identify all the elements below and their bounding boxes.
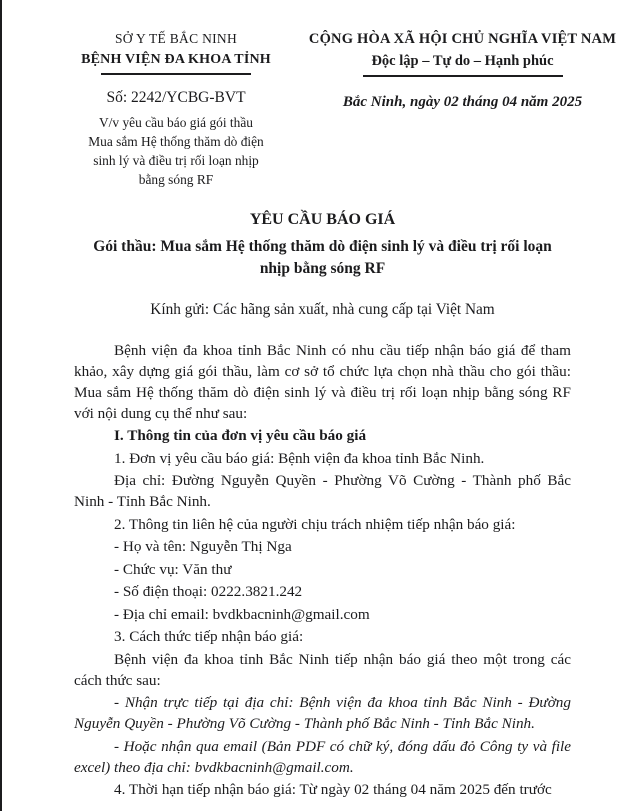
document-header [2, 0, 635, 189]
subject-line: bằng sóng RF [138, 171, 214, 187]
parent-department: SỞ Y TẾ BẮC NINH [114, 31, 238, 46]
package-name-line: Gói thầu: Mua sắm Hệ thống thăm dò điện sinh lý và điều trị rối loạn [93, 237, 552, 255]
intro-paragraph: Bệnh viện đa khoa tỉnh Bắc Ninh có nhu cầu tiếp nhận báo giá để tham khảo, xây dựng giá gói thầu, làm cơ sở tổ chức lựa chọn nhà thầu cho gói thầu: Mua sắm Hệ thống thăm dò điện sinh lý và điều trị rối loạn nhịp bằng sóng RF với nội dung cụ thể như sau: [74, 341, 571, 422]
salutation-line: Kính gửi: Các hãng sản xuất, nhà cung cấp tại Việt Nam [150, 300, 495, 318]
deadline-line: 4. Thời hạn tiếp nhận báo giá: Từ ngày 02 tháng 04 năm 2025 đến trước [114, 781, 552, 799]
contact-name-line: - Họ và tên: Nguyễn Thị Nga [114, 538, 292, 556]
contact-position-line: - Chức vụ: Văn thư [114, 560, 232, 578]
receiving-method-heading: 3. Cách thức tiếp nhận báo giá: [114, 628, 304, 646]
national-title: CỘNG HÒA XÃ HỘI CHỦ NGHĨA VIỆT NAM [308, 31, 617, 47]
receive-by-email-line: - Hoặc nhận qua email (Bản PDF có chữ ký, đóng dấu đỏ Công ty và file excel) theo địa chỉ: bvdkbacninh@gmail.com. [74, 737, 571, 776]
document-title: YÊU CẦU BÁO GIÁ [249, 210, 396, 228]
subject-line: V/v yêu cầu báo giá gói thầu [99, 114, 253, 130]
reference-number: Số: 2242/YCBG-BVT [106, 88, 246, 106]
document-body [2, 340, 635, 801]
contact-phone-line: - Số điện thoại: 0222.3821.242 [114, 583, 303, 601]
national-header-block [294, 30, 621, 189]
package-name-line: nhịp bằng sóng RF [259, 259, 386, 277]
national-motto: Độc lập – Tự do – Hạnh phúc [371, 53, 554, 69]
requesting-unit-line: 1. Đơn vị yêu cầu báo giá: Bệnh viện đa khoa tỉnh Bắc Ninh. [114, 449, 485, 467]
package-name [74, 236, 571, 280]
organization-name: BỆNH VIỆN ĐA KHOA TỈNH [81, 52, 271, 67]
subject-line: sinh lý và điều trị rối loạn nhịp [93, 152, 259, 168]
motto-underline [363, 75, 563, 77]
contact-email-line: - Địa chỉ email: bvdkbacninh@gmail.com [114, 605, 370, 623]
subject-abstract [58, 113, 294, 189]
receive-in-person-line: - Nhận trực tiếp tại địa chỉ: Bệnh viện đa khoa tỉnh Bắc Ninh - Đường Nguyễn Quyền - Phường Võ Cường - Thành phố Bắc Ninh - Tỉnh Bắc Ninh. [74, 694, 571, 733]
issuing-org-block [58, 30, 294, 189]
org-underline [101, 73, 251, 75]
section-1-heading: I. Thông tin của đơn vị yêu cầu báo giá [114, 427, 367, 445]
receiving-method-intro: Bệnh viện đa khoa tỉnh Bắc Ninh tiếp nhận báo giá theo một trong các cách thức sau: [74, 650, 571, 689]
subject-line: Mua sắm Hệ thống thăm dò điện [88, 133, 264, 149]
contact-info-heading: 2. Thông tin liên hệ của người chịu trách nhiệm tiếp nhận báo giá: [114, 515, 516, 533]
document-title-block [2, 209, 635, 320]
place-date-line: Bắc Ninh, ngày 02 tháng 04 năm 2025 [342, 93, 583, 110]
address-line: Địa chỉ: Đường Nguyễn Quyền - Phường Võ Cường - Thành phố Bắc Ninh - Tỉnh Bắc Ninh. [74, 472, 571, 511]
